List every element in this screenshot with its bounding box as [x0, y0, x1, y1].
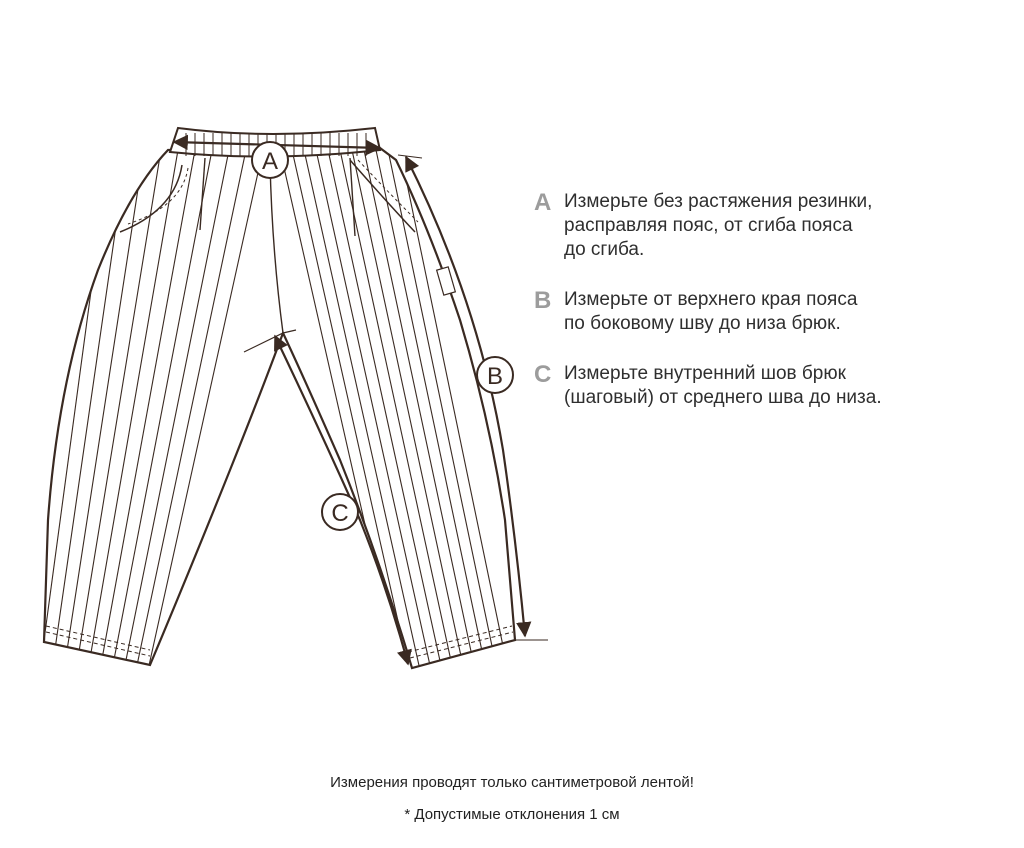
- stripe-left: [148, 150, 263, 670]
- measure-b-extension-top: [398, 155, 422, 158]
- stripe-right: [304, 150, 420, 670]
- tolerance-note: * Допустимые отклонения 1 см: [404, 806, 620, 823]
- stripe-right: [388, 150, 497, 670]
- stripe-right: [340, 150, 453, 670]
- stripe-left: [88, 150, 178, 670]
- marker-b: [477, 357, 513, 393]
- tape-only-note: Измерения проводят только сантиметровой лентой!: [330, 774, 694, 791]
- marker-a-label: A: [261, 148, 279, 175]
- legend-letter-a: A: [534, 189, 552, 216]
- stripe-left: [124, 150, 229, 670]
- marker-c: [322, 494, 358, 530]
- side-tab: [437, 267, 456, 295]
- stripe-right: [376, 150, 486, 670]
- marker-a: [252, 142, 288, 178]
- measure-b-arrow: [406, 157, 525, 636]
- stripe-left: [76, 150, 161, 670]
- left-pleat: [200, 158, 205, 230]
- center-seam: [270, 162, 283, 333]
- stripe-left: [40, 150, 110, 670]
- legend-text-c: Измерьте внутренний шов брюк (шаговый) от среднего шва до низа.: [564, 363, 882, 408]
- right-pocket: [350, 160, 415, 232]
- left-hem-stitch-2: [46, 632, 150, 656]
- marker-b-label: B: [486, 363, 504, 390]
- legend-item-a: [534, 190, 994, 262]
- stripe-right: [400, 150, 508, 670]
- stripe-left: [136, 150, 246, 670]
- legend-text-a: Измерьте без растяжения резинки, расправляя пояс, от сгиба пояса до сгиба.: [564, 191, 873, 260]
- legend-item-c: [534, 362, 994, 410]
- legend-letter-b: B: [534, 287, 552, 314]
- left-pocket: [120, 165, 182, 232]
- legend-text-b: Измерьте от верхнего края пояса по боковому шву до низа брюк.: [564, 289, 858, 334]
- crotch-shadow: [244, 330, 296, 352]
- legend-letter-c: C: [534, 361, 552, 388]
- legend-item-b: [534, 288, 994, 336]
- stripe-right: [316, 150, 431, 670]
- measurement-legend: [534, 190, 994, 436]
- stripe-left: [112, 150, 212, 670]
- stripe-right: [328, 150, 442, 670]
- stripe-right: [364, 150, 475, 670]
- stripe-right: [352, 150, 464, 670]
- stripe-left: [64, 150, 144, 670]
- marker-c-label: C: [331, 500, 349, 527]
